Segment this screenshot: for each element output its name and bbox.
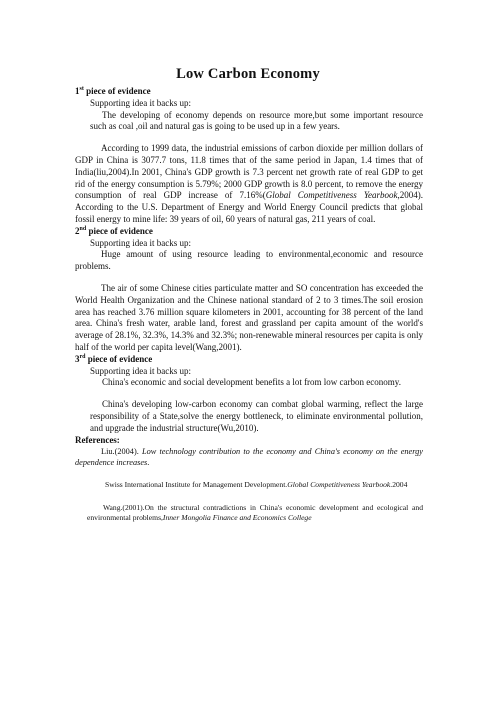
evidence-heading: 1st piece of evidence: [75, 86, 151, 96]
evidence-subheading: Supporting idea it backs up:: [90, 237, 191, 248]
references-section: [75, 435, 423, 524]
evidence-section-2: [75, 226, 423, 354]
evidence-idea: China's economic and social development benefits a lot from low carbon economy.: [102, 377, 401, 388]
evidence-heading: 3rd piece of evidence: [75, 353, 153, 364]
evidence-body: The air of some Chinese cities particulate matter and SO concentration has exceeded the World Health Organization and the Chinese national standard of 2 to 3 times.The soil erosion area has reached 3.76 million square kilometers in 2001, accounting for 38 percent of the land area. China's fresh water, arable land, forest and grassland per capita amount of the world's average of 28.1%, 32.3%, 14.3% and 32.3%; non-renewable mineral resources per capita is only half of the world per capita level(Wang,2001).: [75, 282, 423, 352]
evidence-subheading: Supporting idea it backs up:: [90, 97, 191, 108]
reference-item: Wang.(2001).On the structural contradictions in China's economic development and ecological and environmental problems,Inner Mongolia Finance and Economics College: [87, 502, 423, 523]
document-body: [75, 86, 423, 524]
evidence-section-1: [75, 86, 423, 226]
evidence-idea: The developing of economy depends on resource more,but some important resource such as coal ,oil and natural gas is going to be used up in a few years.: [90, 109, 423, 132]
reference-item: Swiss International Institute for Management Development.Global Competitiveness Yearbook.2004: [105, 480, 408, 490]
evidence-section-3: [75, 354, 423, 435]
evidence-heading: 2nd piece of evidence: [75, 225, 153, 236]
evidence-body: According to 1999 data, the industrial emissions of carbon dioxide per million dollars of GDP in China is 3077.7 tons, 11.8 times that of the same period in Japan, 1.4 times that of India(liu,2004).In 2001, China's GDP growth is 7.3 percent net growth rate of real GDP to get rid of the energy consumption is 5.79%; 2000 GDP growth is 8.0 percent, to remove the energy consumption of real GDP increase of 7.16%(Global Competitiveness Yearbook,2004). According to the U.S. Department of Energy and World Energy Council predicts that global fossil energy to mine life: 39 years of oil, 60 years of natural gas, 211 years of coal.: [75, 143, 423, 224]
evidence-body: China's developing low-carbon economy can combat global warming, reflect the large responsibility of a State,solve the energy bottleneck, to eliminate environmental pollution, and upgrade the industrial structure(Wu,2010).: [90, 399, 423, 433]
evidence-idea: Huge amount of using resource leading to environmental,economic and resource problems.: [75, 249, 423, 272]
references-heading: References:: [75, 434, 120, 445]
evidence-subheading: Supporting idea it backs up:: [90, 365, 191, 376]
document-title: Low Carbon Economy: [176, 66, 320, 82]
reference-item: Liu.(2004). Low technology contribution to the economy and China's economy on the energy dependence increases.: [75, 447, 423, 468]
